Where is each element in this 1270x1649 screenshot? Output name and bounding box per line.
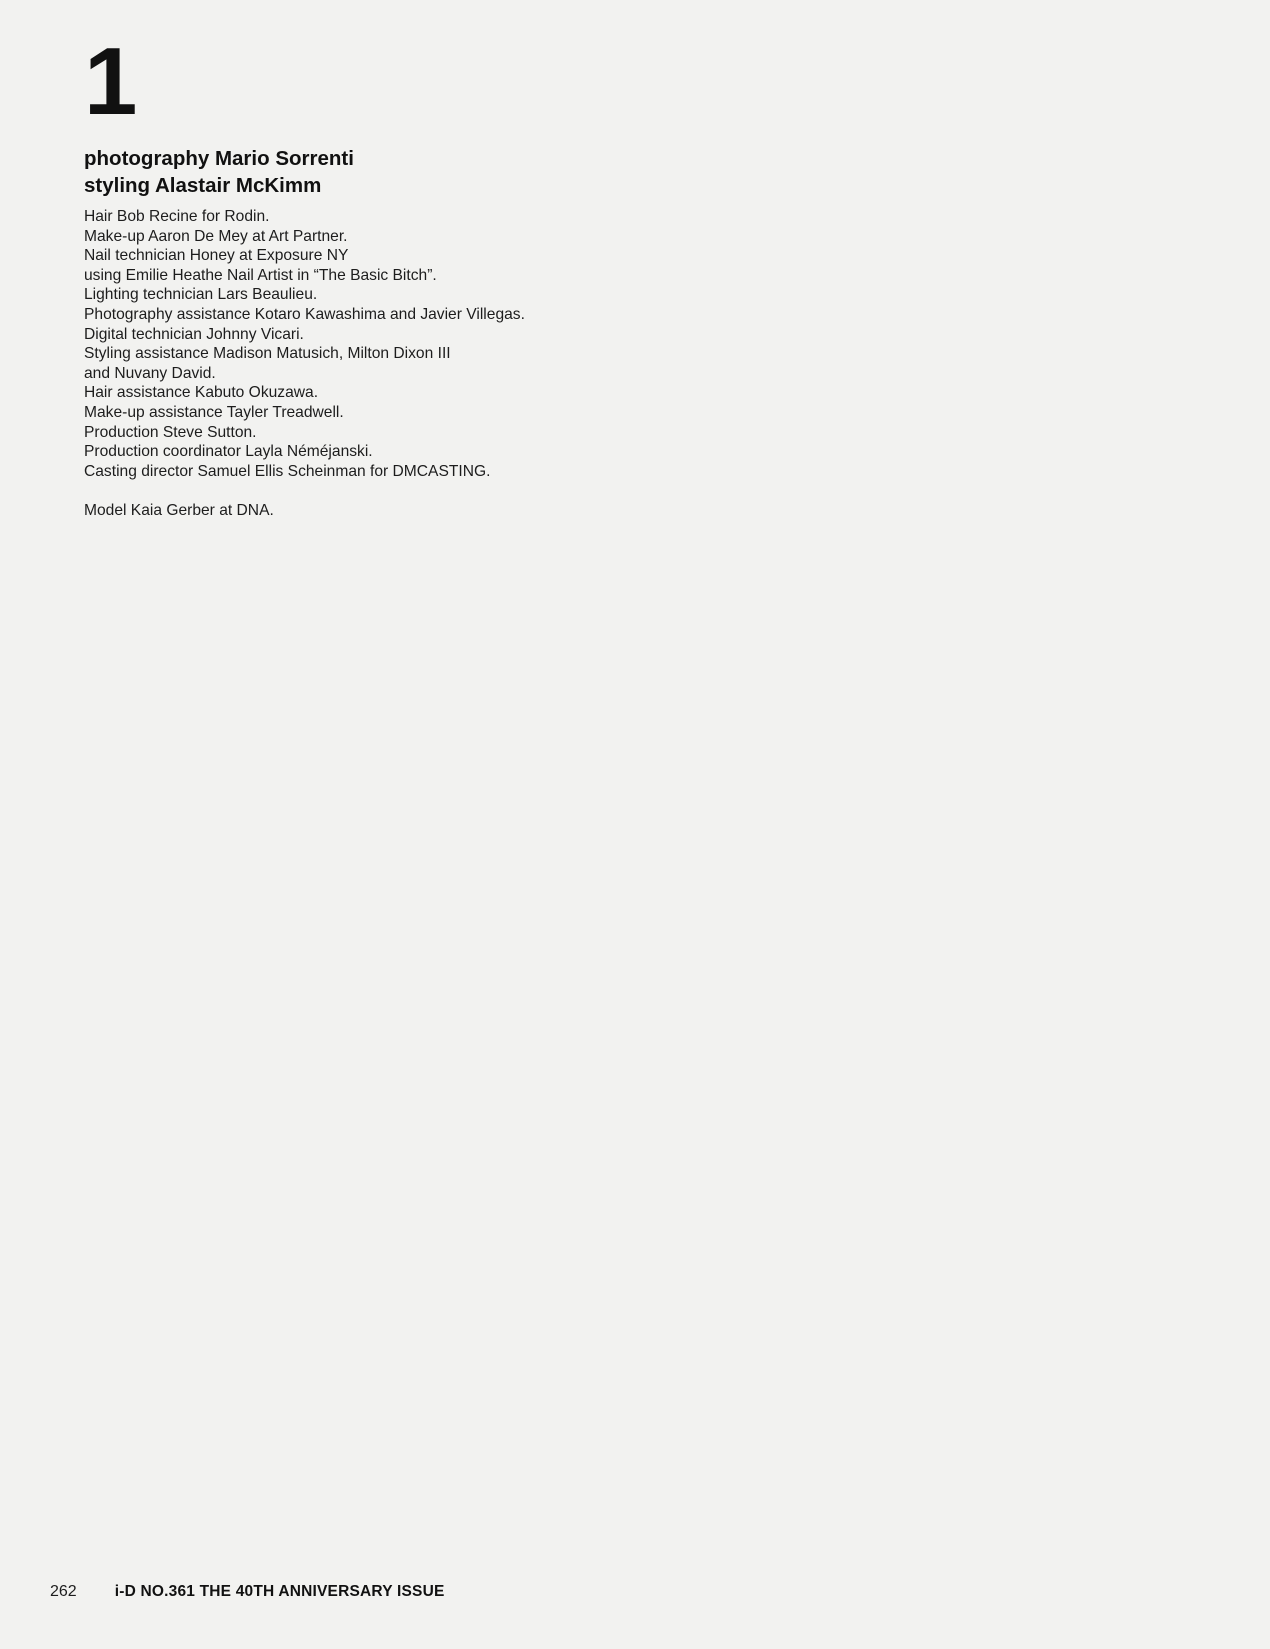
credit-line: and Nuvany David. [84, 364, 216, 382]
credit-line: Digital technician Johnny Vicari. [84, 325, 304, 343]
credit-line: Make-up assistance Tayler Treadwell. [84, 403, 344, 421]
page-footer [50, 1583, 445, 1601]
credit-line: Production Steve Sutton. [84, 423, 257, 441]
credits-block [84, 207, 525, 521]
credit-line: using Emilie Heathe Nail Artist in “The Basic Bitch”. [84, 266, 437, 284]
credit-line: Production coordinator Layla Néméjanski. [84, 443, 373, 461]
byline-photography: photography Mario Sorrenti [84, 147, 354, 170]
model-credit: Model Kaia Gerber at DNA. [84, 501, 274, 519]
credit-line: Hair Bob Recine for Rodin. [84, 208, 270, 225]
page-number: 262 [50, 1583, 77, 1600]
issue-line: i-D NO.361 THE 40TH ANNIVERSARY ISSUE [114, 1583, 445, 1600]
credits-spacer [84, 481, 525, 501]
credit-line: Photography assistance Kotaro Kawashima and Javier Villegas. [84, 305, 525, 323]
credit-line: Casting director Samuel Ellis Scheinman for DMCASTING. [84, 462, 491, 480]
credit-line: Hair assistance Kabuto Okuzawa. [84, 384, 319, 402]
credit-number: 1 [84, 28, 136, 135]
credit-line: Nail technician Honey at Exposure NY [84, 247, 349, 265]
credit-line: Styling assistance Madison Matusich, Milton Dixon III [84, 345, 451, 363]
byline-styling: styling Alastair McKimm [84, 174, 322, 197]
byline [84, 145, 354, 199]
credit-line: Make-up Aaron De Mey at Art Partner. [84, 227, 348, 245]
credit-line: Lighting technician Lars Beaulieu. [84, 286, 318, 304]
